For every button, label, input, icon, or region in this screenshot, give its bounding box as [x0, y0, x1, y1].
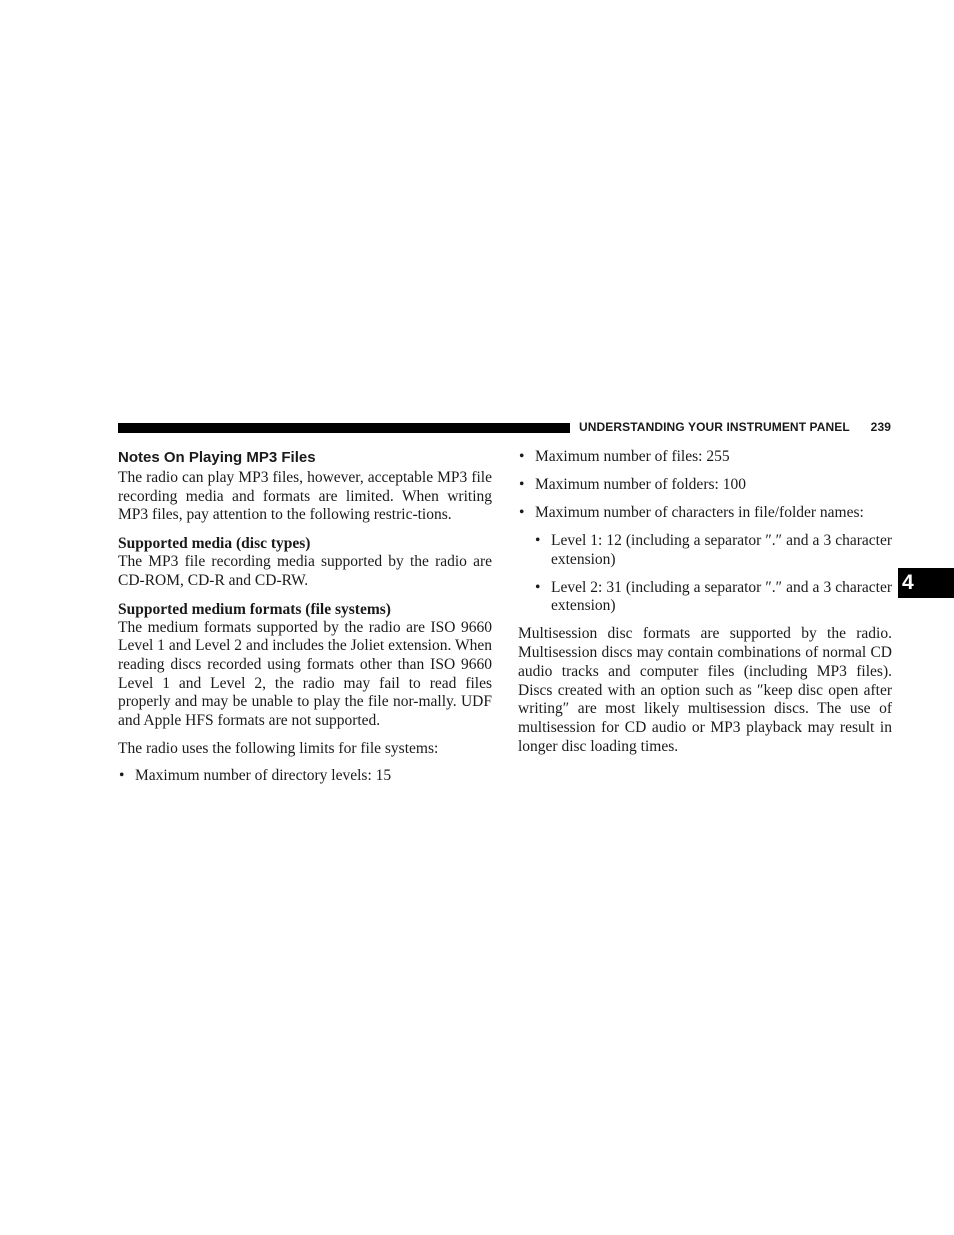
bullet-icon: • — [535, 578, 541, 596]
media-paragraph: The MP3 file recording media supported by the radio are CD-ROM, CD-R and CD-RW. — [118, 553, 492, 589]
list-item — [518, 476, 892, 495]
list-item-text: Maximum number of files: 255 — [535, 448, 730, 465]
list-item — [118, 767, 492, 786]
name-length-sublist — [518, 532, 892, 616]
bullet-icon: • — [119, 767, 125, 785]
list-item-text: Maximum number of folders: 100 — [535, 476, 746, 493]
header-section-title: UNDERSTANDING YOUR INSTRUMENT PANEL — [579, 420, 850, 434]
sub-list-item — [534, 579, 892, 616]
bullet-icon: • — [519, 448, 525, 465]
formats-paragraph: The medium formats supported by the radio are ISO 9660 Level 1 and Level 2 and includes the Joliet extension. When reading discs recorded using formats other than ISO 9660 Level 1 and Level 2, the radio may fail to read files properly and may be unable to play the file nor-mally. UDF and Apple HFS formats are not supported. — [118, 618, 492, 730]
header-rule — [118, 423, 570, 433]
list-item — [518, 504, 892, 523]
list-item-text: Maximum number of directory levels: 15 — [135, 767, 392, 785]
chapter-tab: 4 — [898, 568, 954, 598]
media-heading: Supported media (disc types) — [118, 535, 311, 553]
sub-list-item — [534, 532, 892, 569]
formats-heading: Supported medium formats (file systems) — [118, 600, 391, 618]
page-number: 239 — [870, 420, 891, 434]
bullet-icon: • — [519, 476, 525, 493]
sub-list-item-text: Level 2: 31 (including a separator ″.″ and a 3 character extension) — [551, 578, 892, 615]
limits-paragraph: The radio uses the following limits for file systems: — [118, 739, 439, 757]
multisession-paragraph: Multisession disc formats are supported by the radio. Multisession discs may contain combinations of normal CD audio tracks and computer files (including MP3 files). Discs created with an option such as ″keep disc open after writing″ are most likely multisession discs. The use of multisession for CD audio or MP3 playback may result in longer disc loading times. — [518, 625, 892, 755]
intro-paragraph: The radio can play MP3 files, however, acceptable MP3 file recording media and formats are limited. When writing MP3 files, pay attention to the following restric-tions. — [118, 469, 492, 524]
running-header — [579, 420, 891, 434]
sub-list-item-text: Level 1: 12 (including a separator ″.″ and a 3 character extension) — [551, 532, 892, 568]
left-column — [118, 448, 492, 795]
bullet-icon: • — [535, 532, 541, 549]
section-title: Notes On Playing MP3 Files — [118, 449, 316, 466]
bullet-icon: • — [519, 504, 525, 521]
right-column — [518, 448, 892, 765]
list-item — [518, 448, 892, 467]
list-item-text: Maximum number of characters in file/folder names: — [535, 504, 864, 521]
limits-list-right — [518, 448, 892, 523]
limits-list-left — [118, 767, 492, 786]
